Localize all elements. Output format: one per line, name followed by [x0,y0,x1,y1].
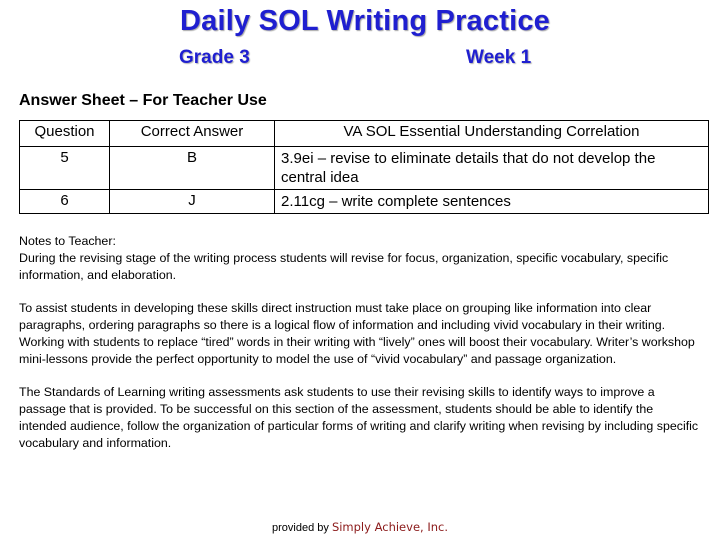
correct-answer: B [110,147,275,190]
answer-table [19,120,709,214]
grade-label: Grade 3 [179,47,250,68]
footer-prefix: provided by [272,522,329,534]
brand-name: Simply Achieve, Inc. [331,520,448,534]
correct-answer: J [110,190,275,214]
week-label: Week 1 [466,47,532,68]
notes-paragraph-3: The Standards of Learning writing assessments ask students to use their revising skills to identify ways to improve a passage that is provided. To be successful on this section of the assessment, students should be able to identify the intended audience, follow the organization of particular forms of writing and clarify writing when revising by including specific vocabulary and information. [19,385,699,450]
notes-heading: Notes to Teacher: [19,234,116,248]
question-number: 5 [20,147,110,190]
table-row [20,190,709,214]
teacher-notes [19,233,701,468]
page-title: Daily SOL Writing Practice [180,5,550,37]
column-header-question: Question [20,121,110,147]
footer-credit [0,520,720,534]
notes-paragraph-1 [19,233,701,284]
question-number: 6 [20,190,110,214]
column-header-correct-answer: Correct Answer [110,121,275,147]
sol-correlation: 2.11cg – write complete sentences [275,190,709,214]
notes-text: During the revising stage of the writing process students will revise for focus, organization, specific vocabulary, specific information, and elaboration. [19,251,669,282]
sol-correlation: 3.9ei – revise to eliminate details that do not develop the central idea [275,147,709,190]
table-header-row [20,121,709,147]
column-header-correlation: VA SOL Essential Understanding Correlation [275,121,709,147]
answer-sheet-heading: Answer Sheet – For Teacher Use [19,92,267,109]
notes-paragraph-2: To assist students in developing these skills direct instruction must take place on grouping like information into clear paragraphs, ordering paragraphs so there is a logical flow of information and including vivid vocabulary in their writing. Working with students to replace “tired” words in their writing with “lively” ones will boost their vocabulary. Writer’s workshop mini-lessons provide the perfect opportunity to model the use of “vivid vocabulary” and passage organization. [19,301,695,366]
table-row [20,147,709,190]
